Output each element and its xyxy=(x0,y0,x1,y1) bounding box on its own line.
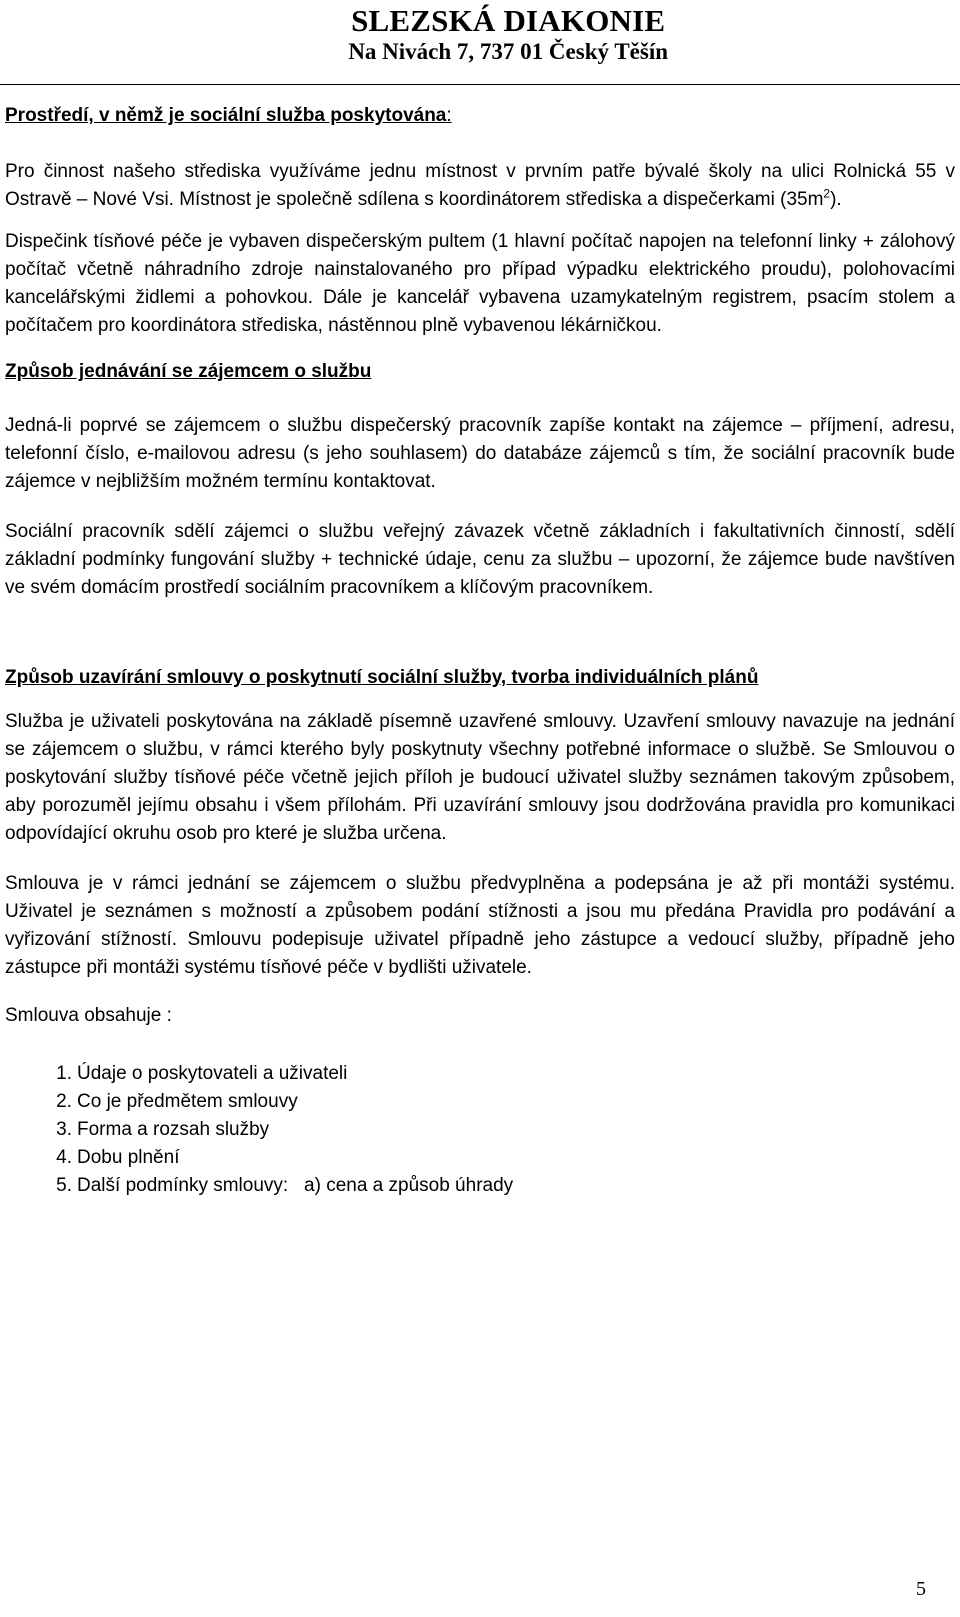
section-heading-environment-text: Prostředí, v němž je sociální služba poskytována xyxy=(5,105,447,126)
list-item xyxy=(5,1088,955,1116)
environment-paragraph-1-end: ). xyxy=(830,189,842,210)
interest-paragraph-1: Jedná-li poprvé se zájemcem o službu dispečerský pracovník zapíše kontakt na zájemce – příjmení, adresu, telefonní číslo, e-mailovou adresu (s jeho souhlasem) do databáze zájemců s tím, že sociální pracovník bude zájemce v nejbližším možném termínu kontaktovat. xyxy=(5,415,955,492)
contract-paragraph-2: Smlouva je v rámci jednání se zájemcem o službu předvyplněna a podepsána je až při montáži systému. Uživatel je seznámen s možností a způsobem podání stížnosti a jsou mu předána Pravidla pro podávání a vyřizování stížností. Smlouvu podepisuje uživatel případně jeho zástupce a vedoucí služby, případně jeho zástupce při montáži systému tísňové péče v bydlišti uživatele. xyxy=(5,873,955,978)
list-item-number: 2. xyxy=(56,1091,72,1112)
list-item-number: 4. xyxy=(56,1147,72,1168)
section-heading-environment xyxy=(5,102,955,130)
environment-paragraph-1-text: Pro činnost našeho střediska využíváme jednu místnost v prvním patře bývalé školy na ulici Rolnická 55 v Ostravě – Nové Vsi. Místnost je společně sdílena s koordinátorem střediska a dispečerkami (35m xyxy=(5,161,955,210)
section-heading-interest: Způsob jednávání se zájemcem o službu xyxy=(5,361,372,382)
list-item xyxy=(5,1116,955,1144)
list-item xyxy=(5,1172,955,1200)
list-item-number: 3. xyxy=(56,1119,72,1140)
organization-name: SLEZSKÁ DIAKONIE xyxy=(351,3,666,38)
section-heading-environment-suffix: : xyxy=(446,105,452,126)
list-item xyxy=(5,1060,955,1088)
contract-paragraph-1: Služba je uživateli poskytována na základě písemně uzavřené smlouvy. Uzavření smlouvy navazuje na jednání se zájemcem o službu, v rámci kterého byly poskytnuty všechny potřebné informace o službě. Se Smlouvou o poskytování služby tísňové péče včetně jejich příloh je budoucí uživatel služby seznámen takovým způsobem, aby porozuměl jejímu obsahu i všem přílohám. Při uzavírání smlouvy jsou dodržována pravidla pro komunikaci odpovídající okruhu osob pro které je služba určena. xyxy=(5,711,955,844)
superscript: 2 xyxy=(823,186,831,201)
contract-contents-list xyxy=(5,1060,955,1200)
document-body xyxy=(5,100,955,1200)
interest-paragraph-2: Sociální pracovník sdělí zájemci o službu veřejný závazek včetně základních i fakultativních činností, sdělí základní podmínky fungování služby + technické údaje, cenu za službu – upozorní, že zájemce bude navštíven ve svém domácím prostředí sociálním pracovníkem a klíčovým pracovníkem. xyxy=(5,521,955,598)
list-item-number: 5. xyxy=(56,1175,72,1196)
document-header xyxy=(348,4,668,66)
list-item-text: Další podmínky smlouvy: a) cena a způsob úhrady xyxy=(77,1175,514,1196)
section-heading-contract: Způsob uzavírání smlouvy o poskytnutí sociální služby, tvorba individuálních plánů xyxy=(5,667,759,688)
list-item xyxy=(5,1144,955,1172)
page-number: 5 xyxy=(916,1578,926,1600)
header-divider xyxy=(0,84,960,85)
list-item-text: Co je předmětem smlouvy xyxy=(77,1091,298,1112)
environment-paragraph-2: Dispečink tísňové péče je vybaven dispečerským pultem (1 hlavní počítač napojen na telefonní linky + zálohový počítač včetně náhradního zdroje nainstalovaného pro případ výpadku elektrického proudu), polohovacími kancelářskými židlemi a pohovkou. Dále je kancelář vybavena uzamykatelným registrem, psacím stolem a počítačem pro koordinátora střediska, nástěnnou plně vybavenou lékárničkou. xyxy=(5,231,955,336)
contract-list-intro: Smlouva obsahuje : xyxy=(5,1005,172,1026)
list-item-text: Dobu plnění xyxy=(77,1147,180,1168)
organization-address: Na Nivách 7, 737 01 Český Těšín xyxy=(348,39,668,64)
list-item-text: Forma a rozsah služby xyxy=(77,1119,270,1140)
list-item-text: Údaje o poskytovateli a uživateli xyxy=(77,1063,348,1084)
list-item-number: 1. xyxy=(56,1063,72,1084)
environment-paragraph-1 xyxy=(5,158,955,214)
